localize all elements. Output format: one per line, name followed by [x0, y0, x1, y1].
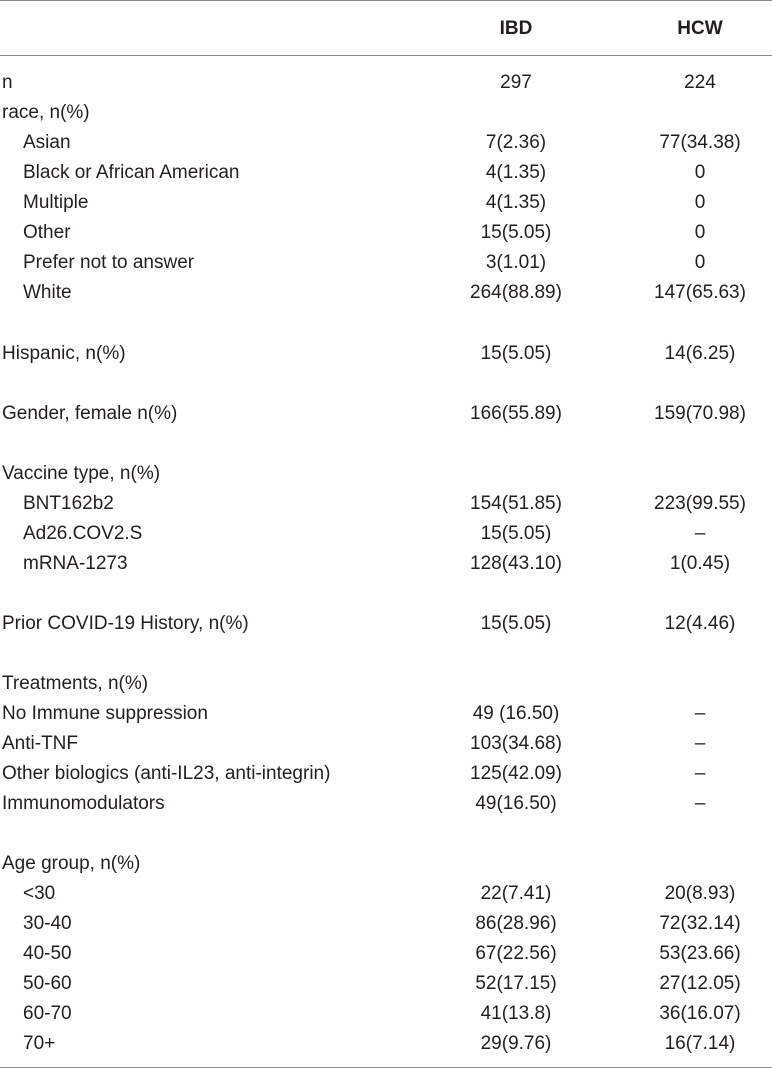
table-row — [0, 399, 772, 429]
row-label: Black or African American — [23, 162, 240, 183]
cell-hcw: 53(23.66) — [659, 943, 741, 964]
row-label: Other biologics (anti-IL23, anti-integrin) — [2, 763, 331, 784]
cell-hcw: 27(12.05) — [659, 973, 741, 994]
cell-hcw: 223(99.55) — [654, 493, 746, 514]
row-label: Treatments, n(%) — [2, 673, 149, 694]
cell-hcw: 159(70.98) — [654, 403, 746, 424]
row-label: Asian — [23, 132, 71, 153]
row-label: No Immune suppression — [2, 703, 208, 724]
row-label: Prior COVID-19 History, n(%) — [2, 613, 249, 634]
table-row — [0, 729, 772, 759]
table-row — [0, 849, 772, 879]
row-label: Prefer not to answer — [23, 252, 195, 273]
cell-hcw: – — [694, 793, 706, 814]
row-label: Vaccine type, n(%) — [2, 463, 161, 484]
cell-hcw: 0 — [694, 192, 706, 213]
table-row — [0, 188, 772, 218]
table-row — [0, 128, 772, 158]
cell-hcw: – — [694, 523, 706, 544]
cell-hcw: 77(34.38) — [659, 132, 741, 153]
row-label: <30 — [23, 883, 56, 904]
table-row — [0, 999, 772, 1029]
table-row — [0, 218, 772, 248]
cell-ibd: 15(5.05) — [480, 523, 552, 544]
cell-hcw: 20(8.93) — [664, 883, 736, 904]
row-label: 40-50 — [23, 943, 72, 964]
row-label: race, n(%) — [2, 102, 90, 123]
cell-ibd: 125(42.09) — [470, 763, 562, 784]
table-row — [0, 759, 772, 789]
header-rule — [0, 55, 772, 56]
table-bottom-rule — [0, 1067, 772, 1068]
cell-hcw: 72(32.14) — [659, 913, 741, 934]
cell-ibd: 128(43.10) — [470, 553, 562, 574]
table-row — [0, 939, 772, 969]
cell-hcw: 12(4.46) — [664, 613, 736, 634]
cell-ibd: 3(1.01) — [485, 252, 547, 273]
table-row — [0, 158, 772, 188]
row-label: 30-40 — [23, 913, 72, 934]
cell-hcw: 36(16.07) — [659, 1003, 741, 1024]
cell-ibd: 154(51.85) — [470, 493, 562, 514]
table-row — [0, 879, 772, 909]
row-label: Multiple — [23, 192, 89, 213]
row-label: 70+ — [23, 1033, 56, 1054]
table-row — [0, 609, 772, 639]
table-row — [0, 909, 772, 939]
table-row — [0, 248, 772, 278]
cell-ibd: 15(5.05) — [480, 613, 552, 634]
row-label: 60-70 — [23, 1003, 72, 1024]
row-label: n — [2, 72, 13, 93]
cell-ibd: 67(22.56) — [475, 943, 557, 964]
table-row — [0, 699, 772, 729]
row-label: Immunomodulators — [2, 793, 165, 814]
table-row — [0, 68, 772, 98]
row-label: Other — [23, 222, 71, 243]
cell-hcw: 1(0.45) — [669, 553, 731, 574]
table-row — [0, 489, 772, 519]
cell-hcw: 0 — [694, 162, 706, 183]
cell-hcw: – — [694, 733, 706, 754]
row-label: Hispanic, n(%) — [2, 343, 126, 364]
cell-hcw: 0 — [694, 252, 706, 273]
cell-ibd: 4(1.35) — [485, 162, 547, 183]
table-row — [0, 459, 772, 489]
table-row — [0, 519, 772, 549]
row-label: mRNA-1273 — [23, 553, 128, 574]
row-label: White — [23, 282, 72, 303]
table-row — [0, 969, 772, 999]
table-row — [0, 789, 772, 819]
cell-ibd: 22(7.41) — [480, 883, 552, 904]
cell-hcw: – — [694, 703, 706, 724]
cell-ibd: 29(9.76) — [480, 1033, 552, 1054]
cell-ibd: 52(17.15) — [475, 973, 557, 994]
row-label: Gender, female n(%) — [2, 403, 178, 424]
table-row — [0, 1029, 772, 1059]
cell-ibd: 15(5.05) — [480, 343, 552, 364]
cell-hcw: – — [694, 763, 706, 784]
cell-ibd: 166(55.89) — [470, 403, 562, 424]
table-top-rule — [0, 0, 772, 1]
cell-hcw: 0 — [694, 222, 706, 243]
column-header-ibd: IBD — [499, 18, 533, 39]
table-row — [0, 549, 772, 579]
row-label: Ad26.COV2.S — [23, 523, 143, 544]
row-label: Anti-TNF — [2, 733, 78, 754]
cell-hcw: 16(7.14) — [664, 1033, 736, 1054]
cell-ibd: 103(34.68) — [470, 733, 562, 754]
cell-ibd: 49 (16.50) — [472, 703, 560, 724]
table-row — [0, 278, 772, 308]
column-header-hcw: HCW — [677, 18, 723, 39]
cell-ibd: 15(5.05) — [480, 222, 552, 243]
cell-ibd: 264(88.89) — [470, 282, 562, 303]
cell-ibd: 41(13.8) — [480, 1003, 552, 1024]
table-row — [0, 98, 772, 128]
cell-hcw: 224 — [684, 72, 716, 93]
cell-ibd: 86(28.96) — [475, 913, 557, 934]
cell-ibd: 4(1.35) — [485, 192, 547, 213]
cell-ibd: 49(16.50) — [475, 793, 557, 814]
row-label: Age group, n(%) — [2, 853, 141, 874]
cell-ibd: 7(2.36) — [485, 132, 547, 153]
table-row — [0, 669, 772, 699]
cell-hcw: 147(65.63) — [654, 282, 746, 303]
row-label: BNT162b2 — [23, 493, 114, 514]
cell-hcw: 14(6.25) — [664, 343, 736, 364]
row-label: 50-60 — [23, 973, 72, 994]
table-row — [0, 339, 772, 369]
cell-ibd: 297 — [500, 72, 532, 93]
